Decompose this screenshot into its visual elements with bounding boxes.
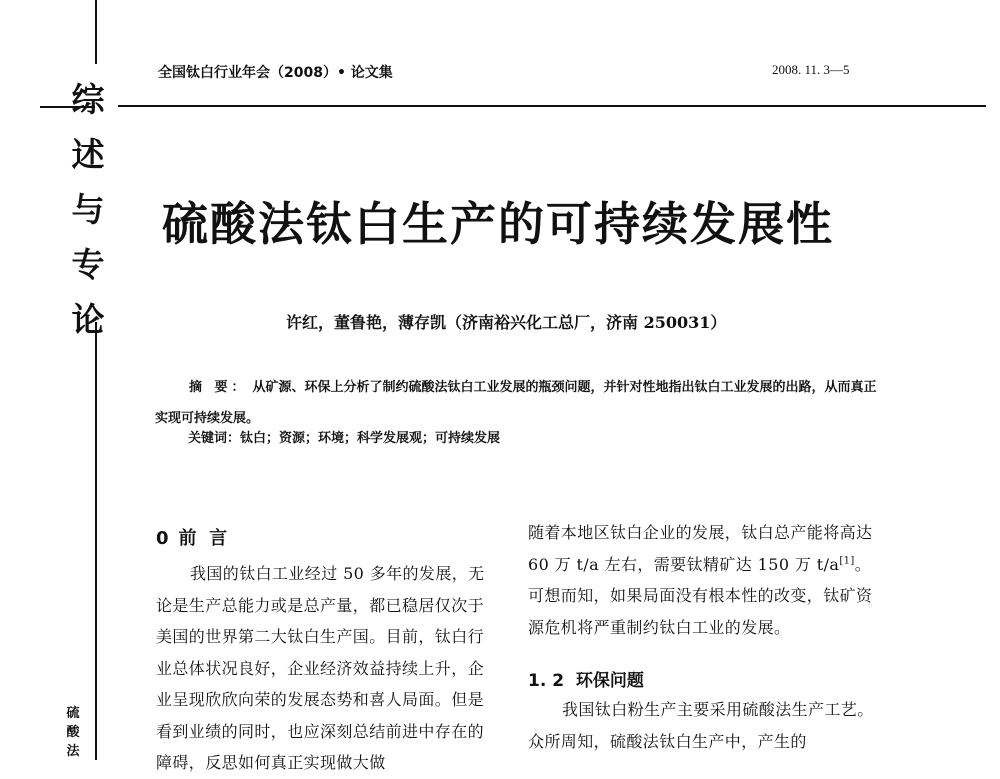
- section-label-char: 专: [71, 245, 105, 284]
- section-label-char: 述: [71, 135, 105, 174]
- section-heading: [156, 524, 227, 550]
- abstract: [155, 372, 883, 434]
- body-paragraph: 我国钛白粉生产主要采用硫酸法生产工艺。众所周知，硫酸法钛白生产中，产生的: [528, 700, 874, 751]
- side-running-char: 酸: [66, 725, 80, 740]
- abstract-text: 从矿源、环保上分析了制约硫酸法钛白工业发展的瓶颈问题，并针对性地指出钛白工业发展的出路，从而真正实现可持续发展。: [155, 380, 877, 426]
- header-rule: [118, 105, 986, 107]
- section-title: 前 言: [178, 528, 228, 549]
- citation: [1]: [839, 555, 855, 567]
- side-running-title: [58, 704, 88, 761]
- section-label: [60, 72, 116, 347]
- abstract-label: 摘 要：: [189, 380, 249, 395]
- section-label-char: 论: [71, 300, 105, 339]
- vertical-rule-top: [95, 0, 97, 64]
- section-label-char: 与: [71, 190, 105, 229]
- side-running-char: 硫: [66, 706, 80, 721]
- page-range: 2008. 11. 3—5: [772, 62, 850, 77]
- authors: 许红，董鲁艳，薄存凯（济南裕兴化工总厂，济南 250031）: [286, 313, 727, 332]
- journal-header: 全国钛白行业年会（2008）• 论文集: [158, 65, 393, 81]
- keywords-label: 关键词：: [188, 431, 241, 446]
- section-label-char: 综: [71, 80, 105, 119]
- subsection-heading: 1. 2 环保问题: [528, 671, 644, 691]
- section-number: 0: [156, 528, 169, 549]
- paper-title: 硫酸法钛白生产的可持续发展性: [162, 197, 834, 251]
- side-running-char: 法: [66, 744, 80, 759]
- body-paragraph: 我国的钛白工业经过 50 多年的发展，无论是生产总能力或是总产量，都已稳居仅次于美国的世界第二大钛白生产国。目前，钛白行业总体状况良好，企业经济效益持续上升，企业呈现欣欣向荣的发展态势和喜人局面。但是看到业绩的同时，也应深刻总结前进中存在的障碍，反思如何真正实现做大做: [156, 564, 485, 772]
- body-text: 随着本地区钛白企业的发展，钛白总产能将高达 60 万 t/a 左右，需要钛精矿达 150 万 t/a: [528, 523, 873, 574]
- body-paragraph: [528, 517, 880, 643]
- body-text: 。可想而知，如果局面没有根本性的改变，钛矿资源危机将严重制约钛白工业的发展。: [528, 554, 873, 637]
- vertical-rule: [95, 322, 97, 760]
- keywords-text: 钛白；资源；环境；科学发展观；可持续发展: [240, 431, 501, 446]
- keywords: [188, 427, 500, 446]
